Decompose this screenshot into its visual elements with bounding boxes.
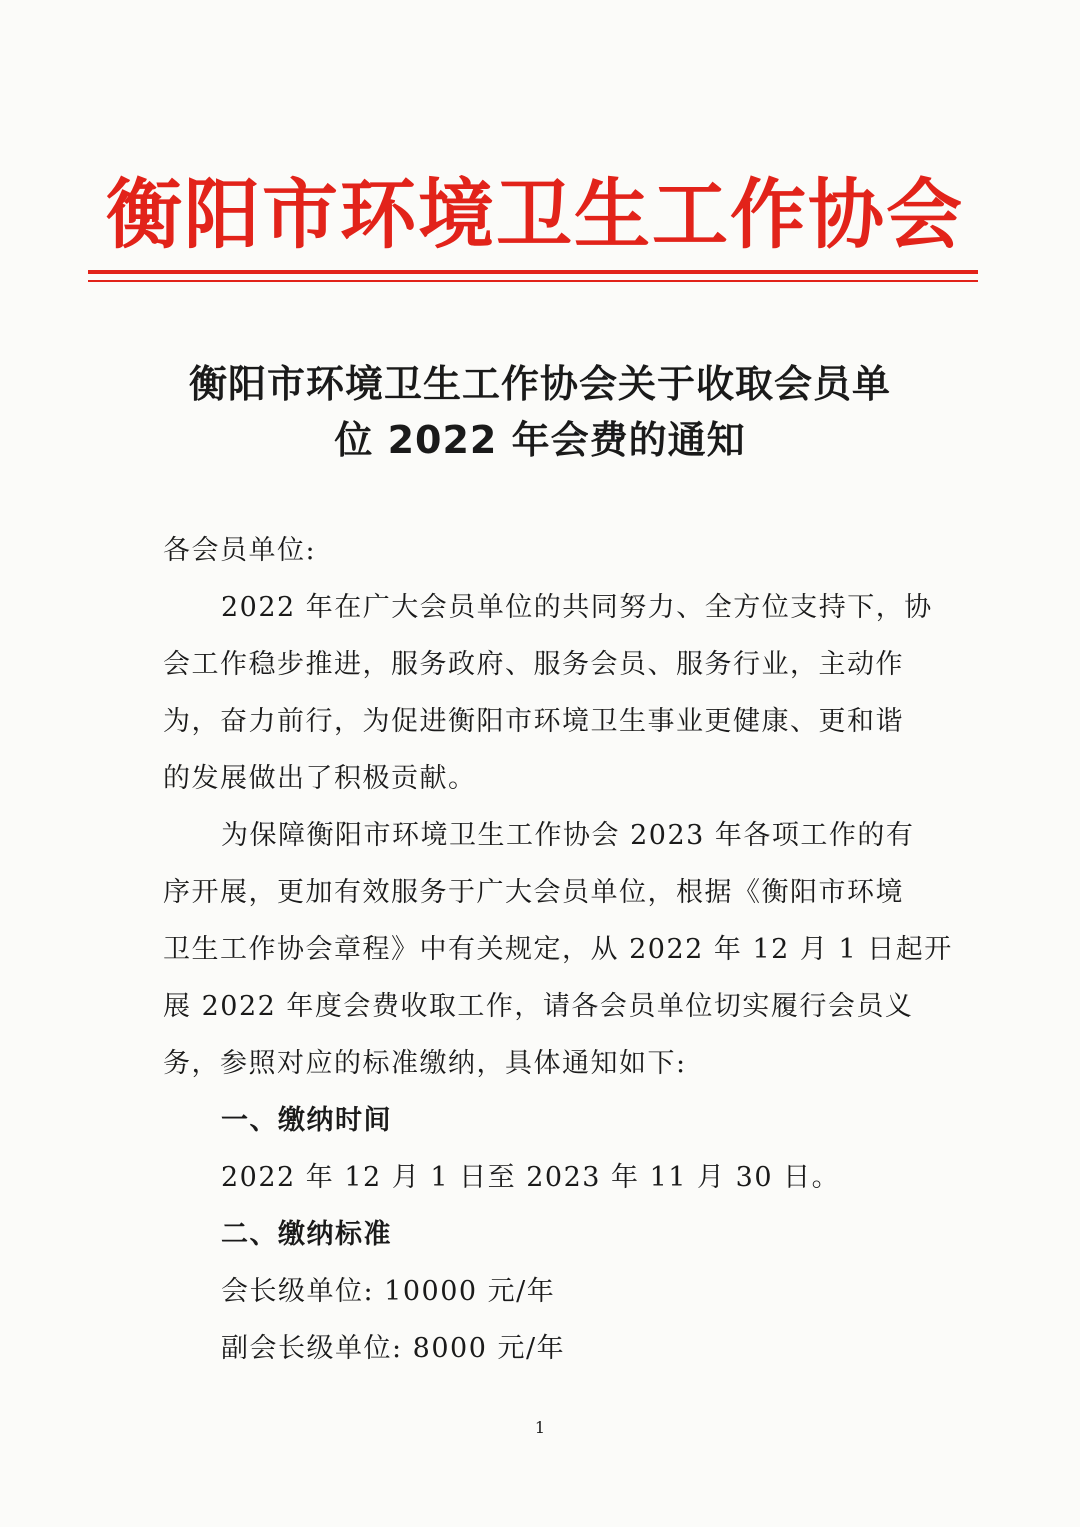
letterhead-red-rule-thick — [88, 270, 978, 274]
paragraph-2-line: 为保障衡阳市环境卫生工作协会 2023 年各项工作的有 — [221, 820, 915, 851]
paragraph-1-line: 的发展做出了积极贡献。 — [163, 763, 477, 794]
document-title-line-1: 衡阳市环境卫生工作协会关于收取会员单 — [188, 362, 891, 406]
fee-vice-president-level: 副会长级单位: 8000 元/年 — [221, 1333, 566, 1364]
salutation: 各会员单位: — [163, 535, 317, 566]
paragraph-2-line: 序开展，更加有效服务于广大会员单位，根据《衡阳市环境 — [163, 877, 904, 908]
letterhead-organization-name: 衡阳市环境卫生工作协会 — [106, 170, 964, 259]
paragraph-1-line: 2022 年在广大会员单位的共同努力、全方位支持下，协 — [221, 592, 933, 623]
document-title-line-2: 位 2022 年会费的通知 — [334, 418, 746, 462]
letterhead-red-rule-thin — [88, 280, 978, 282]
document-body — [163, 522, 953, 1377]
fee-president-level: 会长级单位: 10000 元/年 — [221, 1276, 556, 1307]
payment-period: 2022 年 12 月 1 日至 2023 年 11 月 30 日。 — [221, 1162, 841, 1193]
section-2-heading: 二、缴纳标准 — [221, 1219, 392, 1250]
document-title — [150, 356, 930, 468]
paragraph-2-line: 展 2022 年度会费收取工作，请各会员单位切实履行会员义 — [163, 991, 914, 1022]
paragraph-2-line: 卫生工作协会章程》中有关规定，从 2022 年 12 月 1 日起开 — [163, 934, 953, 965]
paragraph-1-line: 会工作稳步推进，服务政府、服务会员、服务行业，主动作 — [163, 649, 904, 680]
section-1-heading: 一、缴纳时间 — [221, 1105, 392, 1136]
page-number: 1 — [534, 1418, 546, 1437]
paragraph-1-line: 为，奋力前行，为促进衡阳市环境卫生事业更健康、更和谐 — [163, 706, 904, 737]
paragraph-2-line: 务，参照对应的标准缴纳，具体通知如下: — [163, 1048, 687, 1079]
